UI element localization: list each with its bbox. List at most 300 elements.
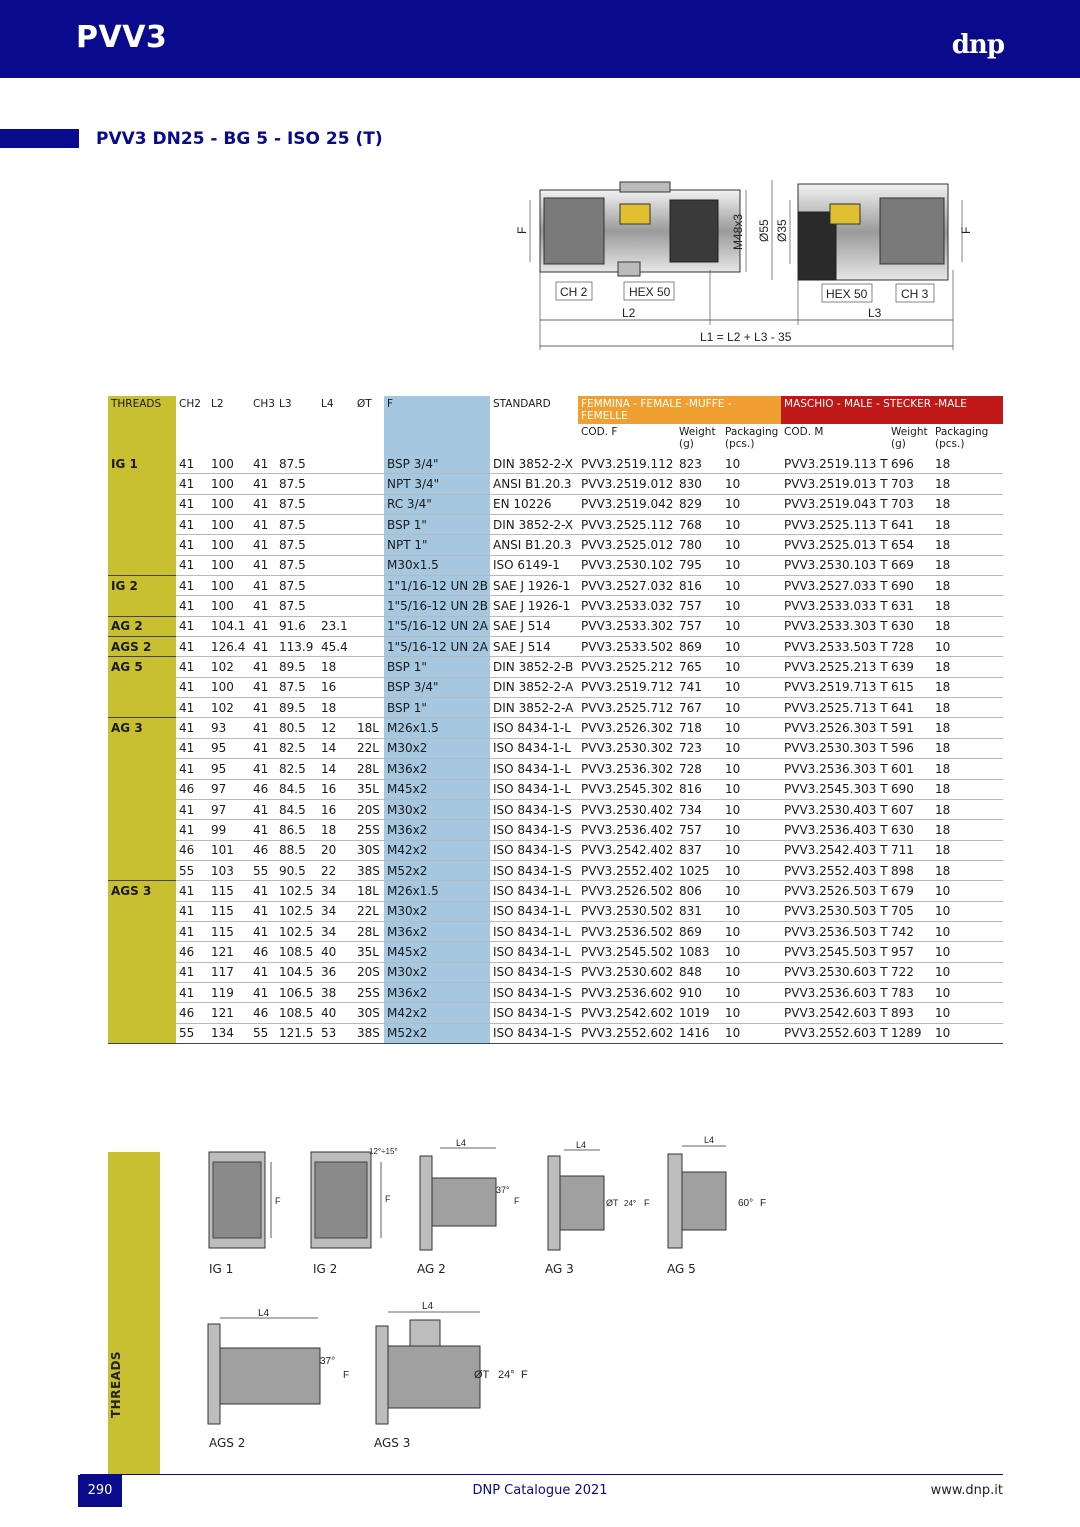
cell-weight-m: 957 bbox=[888, 942, 932, 962]
cell-ch3: 41 bbox=[250, 596, 276, 616]
cell-ch3: 41 bbox=[250, 698, 276, 718]
cell-ch3: 41 bbox=[250, 962, 276, 982]
header-l3: L3 bbox=[279, 398, 292, 410]
cell-l3: 87.5 bbox=[276, 555, 318, 575]
cell-threads bbox=[108, 515, 176, 535]
cell-standard: ISO 8434-1-S bbox=[490, 962, 578, 982]
cell-packaging-m: 18 bbox=[932, 759, 1003, 779]
cell-weight-f: 1025 bbox=[676, 860, 722, 880]
cell-cod-f: PVV3.2526.502 bbox=[578, 881, 676, 901]
cell-packaging-m: 18 bbox=[932, 474, 1003, 494]
cell-weight-m: 669 bbox=[888, 555, 932, 575]
cell-ot: 28L bbox=[354, 759, 384, 779]
label-hex50-right: HEX 50 bbox=[826, 287, 868, 301]
cell-l3: 89.5 bbox=[276, 657, 318, 677]
cell-ch3: 41 bbox=[250, 677, 276, 697]
cell-packaging-f: 10 bbox=[722, 840, 781, 860]
cell-l4: 36 bbox=[318, 962, 354, 982]
cell-ot bbox=[354, 515, 384, 535]
cell-packaging-f: 10 bbox=[722, 738, 781, 758]
cell-ch2: 41 bbox=[176, 555, 208, 575]
cell-f: M26x1.5 bbox=[384, 718, 490, 738]
cell-l4: 18 bbox=[318, 657, 354, 677]
cell-weight-m: 601 bbox=[888, 759, 932, 779]
cell-cod-m: PVV3.2533.033 T bbox=[781, 596, 888, 616]
cell-ot bbox=[354, 494, 384, 514]
cell-weight-f: 728 bbox=[676, 759, 722, 779]
table-row bbox=[108, 982, 1003, 1002]
cell-cod-m: PVV3.2545.303 T bbox=[781, 779, 888, 799]
ag2-l4-label: L4 bbox=[456, 1138, 467, 1148]
cell-f: M30x2 bbox=[384, 962, 490, 982]
table-row bbox=[108, 474, 1003, 494]
cell-ch2: 41 bbox=[176, 881, 208, 901]
cell-l4: 53 bbox=[318, 1023, 354, 1043]
cell-l2: 100 bbox=[208, 535, 250, 555]
cell-packaging-f: 10 bbox=[722, 677, 781, 697]
cell-cod-m: PVV3.2519.013 T bbox=[781, 474, 888, 494]
cell-packaging-m: 10 bbox=[932, 921, 1003, 941]
cell-weight-f: 1083 bbox=[676, 942, 722, 962]
cell-l2: 102 bbox=[208, 657, 250, 677]
cell-weight-m: 596 bbox=[888, 738, 932, 758]
cell-l4: 34 bbox=[318, 881, 354, 901]
cell-l2: 95 bbox=[208, 759, 250, 779]
cell-f: BSP 3/4" bbox=[384, 677, 490, 697]
cell-l4 bbox=[318, 555, 354, 575]
cell-cod-m: PVV3.2545.503 T bbox=[781, 942, 888, 962]
header-cod-m: COD. M bbox=[784, 426, 824, 438]
cell-threads: IG 1 bbox=[108, 454, 176, 474]
label-l3: L3 bbox=[868, 306, 882, 320]
ag3-l4-label: L4 bbox=[576, 1140, 587, 1150]
cell-weight-m: 654 bbox=[888, 535, 932, 555]
table-row bbox=[108, 1003, 1003, 1023]
cell-ch2: 41 bbox=[176, 901, 208, 921]
cell-packaging-f: 10 bbox=[722, 576, 781, 596]
cell-ch3: 41 bbox=[250, 576, 276, 596]
cell-cod-f: PVV3.2525.212 bbox=[578, 657, 676, 677]
cell-l3: 108.5 bbox=[276, 942, 318, 962]
cell-cod-m: PVV3.2530.303 T bbox=[781, 738, 888, 758]
label-d55: Ø55 bbox=[757, 219, 771, 242]
cell-weight-f: 734 bbox=[676, 799, 722, 819]
cell-ch2: 41 bbox=[176, 616, 208, 636]
cell-weight-m: 591 bbox=[888, 718, 932, 738]
cell-cod-m: PVV3.2536.503 T bbox=[781, 921, 888, 941]
cell-weight-f: 830 bbox=[676, 474, 722, 494]
cell-cod-f: PVV3.2519.012 bbox=[578, 474, 676, 494]
cell-cod-f: PVV3.2530.102 bbox=[578, 555, 676, 575]
cell-cod-m: PVV3.2525.213 T bbox=[781, 657, 888, 677]
cell-cod-m: PVV3.2519.043 T bbox=[781, 494, 888, 514]
cell-weight-m: 690 bbox=[888, 779, 932, 799]
page-number: 290 bbox=[78, 1475, 122, 1507]
table-row bbox=[108, 515, 1003, 535]
cell-weight-m: 742 bbox=[888, 921, 932, 941]
cell-weight-m: 630 bbox=[888, 820, 932, 840]
footer-website[interactable]: www.dnp.it bbox=[930, 1483, 1003, 1498]
cell-ot bbox=[354, 637, 384, 657]
cell-standard: ISO 8434-1-S bbox=[490, 860, 578, 880]
cell-l2: 100 bbox=[208, 555, 250, 575]
cell-f: M30x2 bbox=[384, 799, 490, 819]
cell-packaging-m: 18 bbox=[932, 454, 1003, 474]
cell-ot: 35L bbox=[354, 942, 384, 962]
ags2-f-label: F bbox=[343, 1370, 350, 1381]
cell-packaging-f: 10 bbox=[722, 779, 781, 799]
cell-f: M45x2 bbox=[384, 942, 490, 962]
cell-threads bbox=[108, 820, 176, 840]
caption-ag2: AG 2 bbox=[417, 1262, 446, 1276]
cell-weight-f: 869 bbox=[676, 637, 722, 657]
ags2-drawing bbox=[200, 1304, 360, 1428]
header-cod-f: COD. F bbox=[581, 426, 618, 438]
cell-ot bbox=[354, 535, 384, 555]
cell-weight-m: 898 bbox=[888, 860, 932, 880]
cell-weight-f: 806 bbox=[676, 881, 722, 901]
cell-packaging-m: 10 bbox=[932, 1023, 1003, 1043]
label-ch3: CH 3 bbox=[901, 287, 929, 301]
cell-weight-f: 831 bbox=[676, 901, 722, 921]
cell-l2: 93 bbox=[208, 718, 250, 738]
cell-l3: 86.5 bbox=[276, 820, 318, 840]
table-row bbox=[108, 637, 1003, 657]
cell-l4: 12 bbox=[318, 718, 354, 738]
cell-standard: ISO 8434-1-L bbox=[490, 738, 578, 758]
cell-standard: ISO 8434-1-L bbox=[490, 718, 578, 738]
cell-threads bbox=[108, 759, 176, 779]
cell-weight-f: 837 bbox=[676, 840, 722, 860]
threads-band bbox=[108, 1152, 160, 1475]
table-row bbox=[108, 901, 1003, 921]
cell-weight-m: 722 bbox=[888, 962, 932, 982]
cell-ch2: 46 bbox=[176, 779, 208, 799]
cell-packaging-m: 18 bbox=[932, 515, 1003, 535]
cell-weight-m: 639 bbox=[888, 657, 932, 677]
cell-weight-f: 757 bbox=[676, 596, 722, 616]
cell-l4: 16 bbox=[318, 779, 354, 799]
footer-catalogue: DNP Catalogue 2021 bbox=[472, 1483, 608, 1498]
cell-l4: 14 bbox=[318, 738, 354, 758]
cell-f: NPT 3/4" bbox=[384, 474, 490, 494]
cell-ch2: 41 bbox=[176, 474, 208, 494]
cell-ot: 18L bbox=[354, 881, 384, 901]
cell-l3: 108.5 bbox=[276, 1003, 318, 1023]
cell-f: M30x1.5 bbox=[384, 555, 490, 575]
caption-ag3: AG 3 bbox=[545, 1262, 574, 1276]
cell-standard: DIN 3852-2-B bbox=[490, 657, 578, 677]
cell-cod-f: PVV3.2533.032 bbox=[578, 596, 676, 616]
cell-packaging-m: 18 bbox=[932, 616, 1003, 636]
table-row bbox=[108, 718, 1003, 738]
cell-ch3: 41 bbox=[250, 637, 276, 657]
ag3-f-label: F bbox=[644, 1198, 650, 1208]
cell-threads: AG 2 bbox=[108, 616, 176, 636]
ag3-drawing bbox=[540, 1136, 660, 1254]
cell-ch2: 41 bbox=[176, 820, 208, 840]
cell-ot: 18L bbox=[354, 718, 384, 738]
cell-l3: 87.5 bbox=[276, 494, 318, 514]
cell-ch2: 41 bbox=[176, 718, 208, 738]
cell-cod-m: PVV3.2530.103 T bbox=[781, 555, 888, 575]
cell-ch2: 41 bbox=[176, 515, 208, 535]
cell-threads bbox=[108, 779, 176, 799]
cell-ch2: 41 bbox=[176, 637, 208, 657]
cell-cod-f: PVV3.2545.302 bbox=[578, 779, 676, 799]
cell-l3: 80.5 bbox=[276, 718, 318, 738]
ags3-angle-label: 24° bbox=[498, 1369, 515, 1381]
cell-l4: 40 bbox=[318, 942, 354, 962]
cell-ch2: 41 bbox=[176, 738, 208, 758]
cell-packaging-m: 10 bbox=[932, 1003, 1003, 1023]
cell-l2: 95 bbox=[208, 738, 250, 758]
table-row bbox=[108, 1023, 1003, 1043]
cell-threads bbox=[108, 698, 176, 718]
cell-ot bbox=[354, 454, 384, 474]
ig2-drawing bbox=[305, 1140, 415, 1252]
cell-ch3: 41 bbox=[250, 738, 276, 758]
cell-weight-f: 829 bbox=[676, 494, 722, 514]
cell-threads bbox=[108, 942, 176, 962]
cell-ot bbox=[354, 677, 384, 697]
cell-l3: 82.5 bbox=[276, 738, 318, 758]
table-row bbox=[108, 942, 1003, 962]
footer-divider bbox=[80, 1474, 1003, 1475]
cell-ot: 22L bbox=[354, 738, 384, 758]
cell-standard: SAE J 514 bbox=[490, 637, 578, 657]
cell-threads bbox=[108, 1023, 176, 1043]
cell-packaging-m: 18 bbox=[932, 799, 1003, 819]
cell-ot: 38S bbox=[354, 860, 384, 880]
ags3-l4-label: L4 bbox=[422, 1301, 434, 1312]
cell-packaging-f: 10 bbox=[722, 698, 781, 718]
section-title: PVV3 DN25 - BG 5 - ISO 25 (T) bbox=[96, 129, 383, 149]
table-row bbox=[108, 881, 1003, 901]
table-row bbox=[108, 799, 1003, 819]
label-l2: L2 bbox=[622, 306, 636, 320]
cell-ch2: 46 bbox=[176, 942, 208, 962]
cell-standard: SAE J 1926-1 bbox=[490, 576, 578, 596]
cell-weight-f: 768 bbox=[676, 515, 722, 535]
cell-cod-m: PVV3.2526.303 T bbox=[781, 718, 888, 738]
cell-l2: 134 bbox=[208, 1023, 250, 1043]
cell-l4: 18 bbox=[318, 698, 354, 718]
header-ch2: CH2 bbox=[179, 398, 201, 410]
cell-l3: 121.5 bbox=[276, 1023, 318, 1043]
cell-standard: SAE J 1926-1 bbox=[490, 596, 578, 616]
cell-standard: ISO 6149-1 bbox=[490, 555, 578, 575]
ag5-f-label: F bbox=[760, 1198, 767, 1209]
cell-packaging-f: 10 bbox=[722, 759, 781, 779]
cell-ch3: 41 bbox=[250, 820, 276, 840]
ags3-f-label: F bbox=[521, 1369, 528, 1381]
table-row bbox=[108, 962, 1003, 982]
page-title: PVV3 bbox=[76, 20, 168, 55]
caption-ags3: AGS 3 bbox=[374, 1436, 411, 1450]
cell-l3: 82.5 bbox=[276, 759, 318, 779]
cell-weight-f: 780 bbox=[676, 535, 722, 555]
cell-f: BSP 1" bbox=[384, 657, 490, 677]
cell-weight-f: 816 bbox=[676, 576, 722, 596]
cell-ch2: 41 bbox=[176, 657, 208, 677]
cell-threads bbox=[108, 799, 176, 819]
ag5-l4-label: L4 bbox=[704, 1135, 715, 1145]
cell-packaging-m: 10 bbox=[932, 942, 1003, 962]
cell-weight-m: 630 bbox=[888, 616, 932, 636]
cell-packaging-m: 10 bbox=[932, 881, 1003, 901]
cell-threads bbox=[108, 962, 176, 982]
cell-cod-f: PVV3.2542.602 bbox=[578, 1003, 676, 1023]
cell-f: M26x1.5 bbox=[384, 881, 490, 901]
table-row bbox=[108, 677, 1003, 697]
cell-packaging-m: 18 bbox=[932, 860, 1003, 880]
cell-weight-m: 615 bbox=[888, 677, 932, 697]
ags3-ot-label: ØT bbox=[474, 1369, 490, 1381]
cell-weight-m: 1289 bbox=[888, 1023, 932, 1043]
cell-cod-m: PVV3.2533.503 T bbox=[781, 637, 888, 657]
cell-packaging-f: 10 bbox=[722, 1003, 781, 1023]
ag3-ot-label: ØT bbox=[606, 1198, 619, 1208]
cell-l4 bbox=[318, 454, 354, 474]
cell-l4: 18 bbox=[318, 820, 354, 840]
header-ch3: CH3 bbox=[253, 398, 275, 410]
table-row bbox=[108, 555, 1003, 575]
cell-weight-f: 757 bbox=[676, 820, 722, 840]
cell-ch3: 46 bbox=[250, 779, 276, 799]
cell-cod-m: PVV3.2519.713 T bbox=[781, 677, 888, 697]
table-row bbox=[108, 454, 1003, 474]
cell-standard: ISO 8434-1-S bbox=[490, 840, 578, 860]
cell-cod-m: PVV3.2552.603 T bbox=[781, 1023, 888, 1043]
cell-ch3: 41 bbox=[250, 921, 276, 941]
cell-ch3: 46 bbox=[250, 942, 276, 962]
cell-packaging-f: 10 bbox=[722, 596, 781, 616]
cell-ot bbox=[354, 596, 384, 616]
cell-l4: 14 bbox=[318, 759, 354, 779]
cell-cod-m: PVV3.2542.403 T bbox=[781, 840, 888, 860]
cell-standard: ISO 8434-1-L bbox=[490, 759, 578, 779]
cell-standard: ISO 8434-1-S bbox=[490, 820, 578, 840]
header-standard: STANDARD bbox=[493, 398, 551, 410]
cell-weight-m: 711 bbox=[888, 840, 932, 860]
cell-cod-f: PVV3.2525.712 bbox=[578, 698, 676, 718]
cell-l3: 84.5 bbox=[276, 799, 318, 819]
cell-ot bbox=[354, 555, 384, 575]
cell-ot: 35L bbox=[354, 779, 384, 799]
cell-l2: 115 bbox=[208, 881, 250, 901]
cell-packaging-f: 10 bbox=[722, 515, 781, 535]
cell-cod-m: PVV3.2552.403 T bbox=[781, 860, 888, 880]
header-weight-f: Weight (g) bbox=[679, 426, 716, 450]
cell-packaging-m: 18 bbox=[932, 535, 1003, 555]
cell-ch2: 41 bbox=[176, 454, 208, 474]
cell-f: BSP 1" bbox=[384, 515, 490, 535]
label-f-left: F bbox=[515, 226, 529, 234]
cell-l4: 22 bbox=[318, 860, 354, 880]
cell-packaging-m: 10 bbox=[932, 982, 1003, 1002]
cell-packaging-m: 18 bbox=[932, 576, 1003, 596]
cell-packaging-m: 10 bbox=[932, 962, 1003, 982]
ig2-angle-label: 12°÷15° bbox=[369, 1147, 398, 1156]
cell-cod-f: PVV3.2530.602 bbox=[578, 962, 676, 982]
ig2-f-label: F bbox=[385, 1194, 391, 1204]
cell-ch3: 41 bbox=[250, 515, 276, 535]
table-row bbox=[108, 576, 1003, 596]
cell-f: 1"5/16-12 UN 2A bbox=[384, 637, 490, 657]
cell-cod-m: PVV3.2542.603 T bbox=[781, 1003, 888, 1023]
cell-packaging-f: 10 bbox=[722, 982, 781, 1002]
cell-threads bbox=[108, 677, 176, 697]
table-body bbox=[108, 454, 1003, 1043]
cell-l4: 20 bbox=[318, 840, 354, 860]
cell-standard: ISO 8434-1-L bbox=[490, 881, 578, 901]
cell-l4 bbox=[318, 596, 354, 616]
cell-cod-f: PVV3.2536.402 bbox=[578, 820, 676, 840]
cell-l3: 87.5 bbox=[276, 576, 318, 596]
cell-ch2: 41 bbox=[176, 494, 208, 514]
cell-weight-f: 823 bbox=[676, 454, 722, 474]
cell-f: M52x2 bbox=[384, 860, 490, 880]
label-m48x3: M48x3 bbox=[731, 213, 745, 250]
cell-ch2: 41 bbox=[176, 596, 208, 616]
cell-packaging-f: 10 bbox=[722, 637, 781, 657]
cell-cod-f: PVV3.2530.402 bbox=[578, 799, 676, 819]
cell-f: M42x2 bbox=[384, 840, 490, 860]
cell-standard: ISO 8434-1-L bbox=[490, 779, 578, 799]
cell-weight-m: 631 bbox=[888, 596, 932, 616]
cell-standard: ISO 8434-1-S bbox=[490, 799, 578, 819]
cell-l2: 121 bbox=[208, 942, 250, 962]
cell-f: M36x2 bbox=[384, 820, 490, 840]
cell-l2: 100 bbox=[208, 576, 250, 596]
cell-ot: 28L bbox=[354, 921, 384, 941]
cell-cod-m: PVV3.2530.503 T bbox=[781, 901, 888, 921]
cell-ot: 30S bbox=[354, 840, 384, 860]
cell-ot: 25S bbox=[354, 820, 384, 840]
cell-threads bbox=[108, 535, 176, 555]
cell-ch2: 41 bbox=[176, 576, 208, 596]
cell-ch3: 46 bbox=[250, 1003, 276, 1023]
caption-ig1: IG 1 bbox=[209, 1262, 234, 1276]
cell-threads bbox=[108, 840, 176, 860]
cell-f: M36x2 bbox=[384, 921, 490, 941]
ag2-angle-label: 37° bbox=[496, 1185, 510, 1195]
cell-packaging-f: 10 bbox=[722, 718, 781, 738]
cell-ch3: 55 bbox=[250, 860, 276, 880]
header-ot: ØT bbox=[357, 398, 372, 410]
cell-l2: 100 bbox=[208, 454, 250, 474]
cell-ch3: 41 bbox=[250, 494, 276, 514]
cell-f: M45x2 bbox=[384, 779, 490, 799]
cell-l2: 100 bbox=[208, 515, 250, 535]
cell-f: M52x2 bbox=[384, 1023, 490, 1043]
cell-cod-f: PVV3.2525.112 bbox=[578, 515, 676, 535]
cell-standard: DIN 3852-2-X bbox=[490, 454, 578, 474]
ag5-drawing bbox=[662, 1130, 777, 1254]
cell-cod-m: PVV3.2533.303 T bbox=[781, 616, 888, 636]
cell-l2: 103 bbox=[208, 860, 250, 880]
cell-cod-f: PVV3.2552.402 bbox=[578, 860, 676, 880]
cell-weight-m: 679 bbox=[888, 881, 932, 901]
table-row bbox=[108, 860, 1003, 880]
cell-ot: 22L bbox=[354, 901, 384, 921]
cell-l3: 113.9 bbox=[276, 637, 318, 657]
threads-label: THREADS bbox=[109, 1350, 123, 1418]
cell-cod-m: PVV3.2527.033 T bbox=[781, 576, 888, 596]
ag2-f-label: F bbox=[514, 1196, 520, 1206]
cell-packaging-m: 18 bbox=[932, 840, 1003, 860]
